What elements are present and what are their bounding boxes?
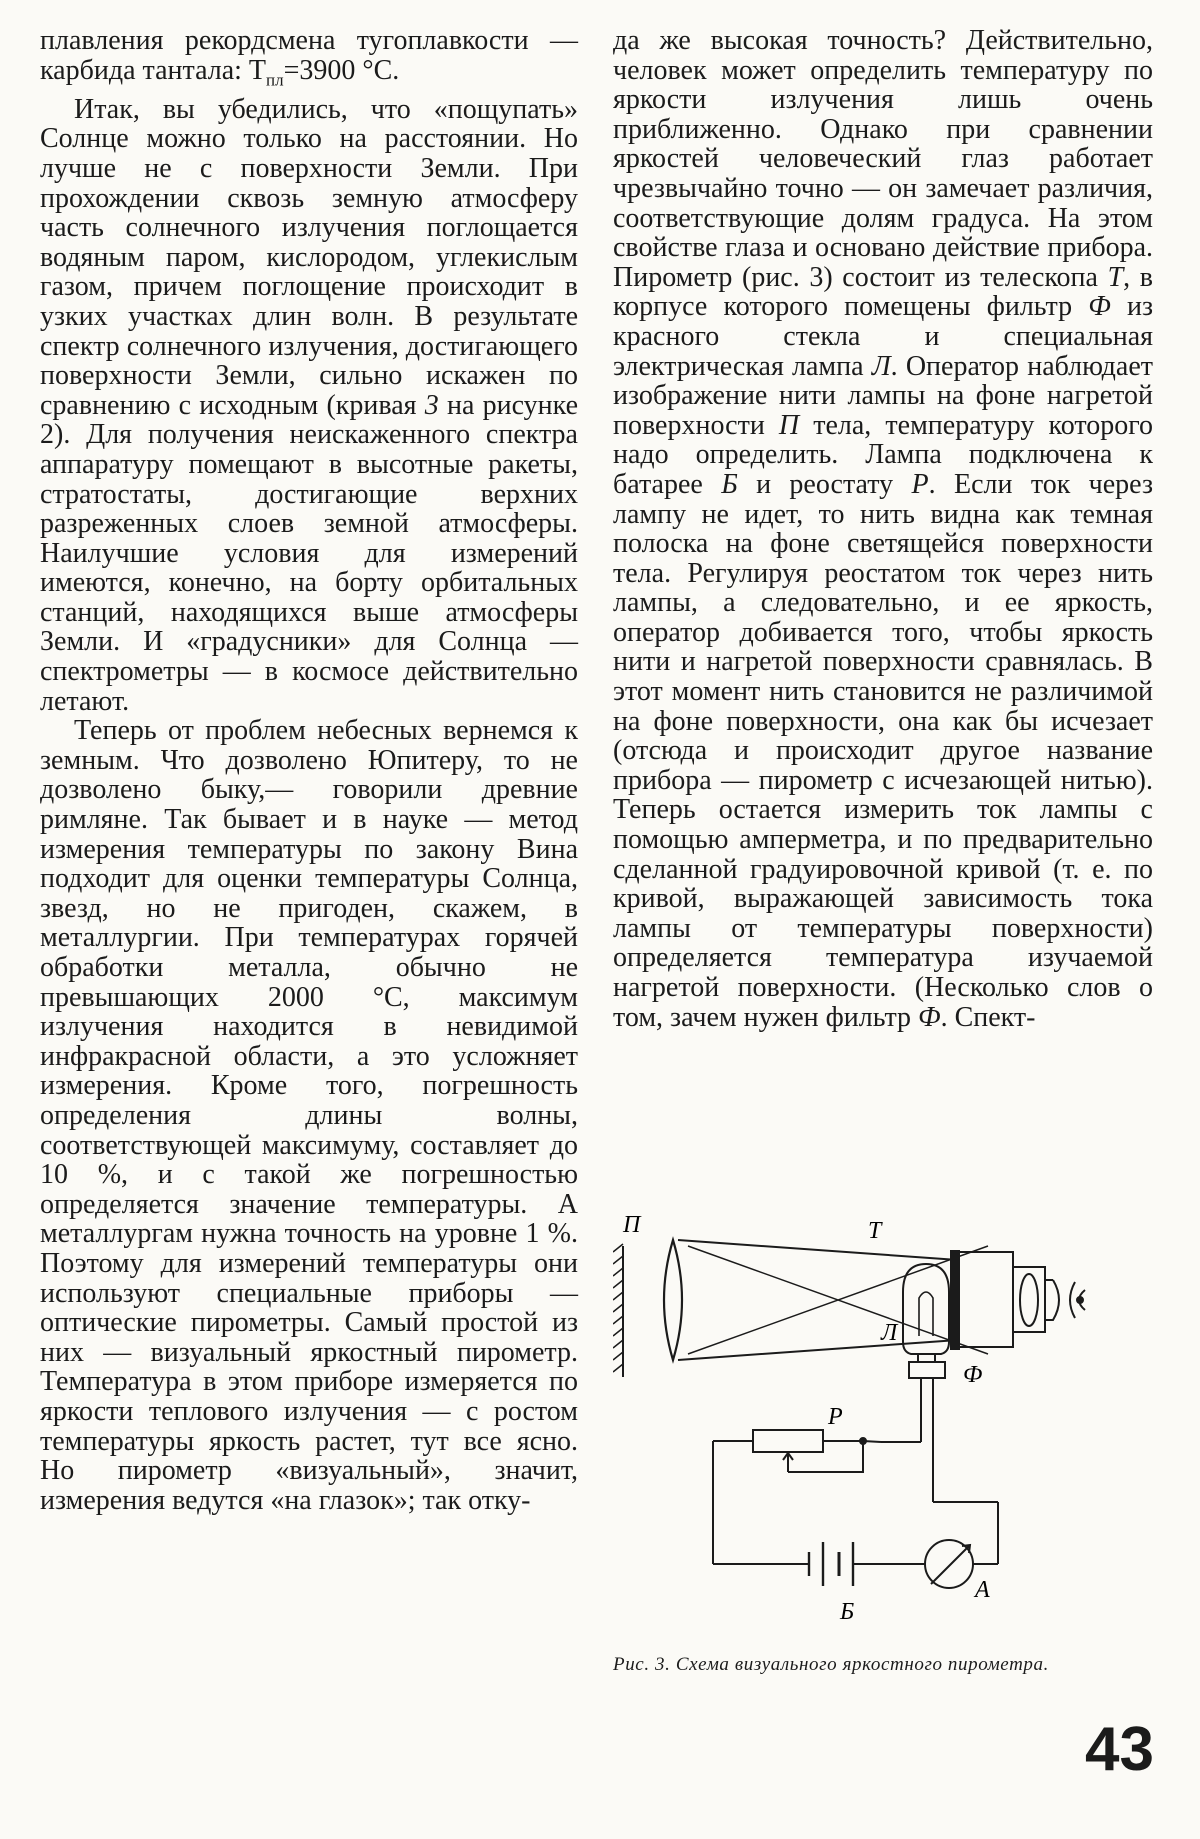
symbol-rheostat: Р xyxy=(911,468,929,500)
paragraph-4 xyxy=(613,26,1153,1032)
paragraph-2-text: Итак, вы убедились, что «пощупать» Солнце можно только на расстоянии. Но лучше не с поверхности Земли. При прохождении сквозь земную атмосферу часть солнечного излучения поглощается водяным паром, кислородом, углекислым газом, причем поглощение происходит в узких участках длин волн. В результате спектр солнечного излучения, достигающего поверхности Земли, сильно искажен по сравнению с исходным (кривая xyxy=(40,93,578,421)
eyepiece-lens xyxy=(1020,1274,1038,1326)
lamp-base xyxy=(909,1362,945,1378)
objective-lens xyxy=(664,1240,682,1360)
text-segment: . Спект- xyxy=(940,1001,1036,1033)
paragraph-3: Теперь от проблем небесных вернемся к земным. Что дозволено Юпитеру, то не дозволено быку,— говорили древние римляне. Так бывает и в науке — метод измерения температуры по закону Вина подходит для оценки температуры Солнца, звезд, но не пригоден, скажем, в металлургии. При температурах горячей обработки металла, обычно не превышающих 2000 °С, максимум излучения находится в невидимой инфракрасной области, а это усложняет измерения. Кроме того, погрешность определения длины волны, соответствующей максимуму, составляет до 10 %, и с такой же погрешностью определяется значение температуры. А металлургам нужна точность на уровне 1 %. Поэтому для измерений температуры они используют специальные приборы — оптические пирометры. Самый простой из них — визуальный яркостный пирометр. Температура в этом приборе измеряется по яркости теплового излучения — с ростом температуры яркость растет, тут все ясно. Но пирометр «визуальный», значит, измерения ведутся «на глазок»; так отку- xyxy=(40,715,578,1516)
symbol-surface: П xyxy=(778,409,800,441)
text-segment: . Оператор наблюдает изображение нити лампы на фоне нагретой поверхности xyxy=(613,350,1153,441)
label-ammeter: А xyxy=(975,1577,990,1603)
t-melting-subscript: пл xyxy=(266,70,284,90)
wire xyxy=(788,1441,863,1472)
paragraph-1-end: =3900 °С. xyxy=(283,54,400,86)
figure-caption: Рис. 3. Схема визуального яркостного пирометра. xyxy=(613,1654,1049,1675)
lamp-neck xyxy=(918,1354,935,1362)
text-segment: из красного стекла и специальная электрическая лампа xyxy=(613,291,1154,382)
rheostat-slider xyxy=(783,1453,793,1472)
label-surface: П xyxy=(623,1212,641,1238)
label-filter: Ф xyxy=(963,1362,983,1388)
label-battery: Б xyxy=(840,1599,855,1625)
page-number: 43 xyxy=(1085,1715,1154,1784)
surface-hatching xyxy=(613,1244,623,1372)
text-segment: и реостату xyxy=(737,468,912,500)
red-filter xyxy=(950,1250,960,1350)
wire xyxy=(863,1441,881,1442)
paragraph-1 xyxy=(40,26,578,95)
eyepiece-housing xyxy=(958,1252,1013,1347)
symbol-telescope: T xyxy=(1107,261,1124,293)
paragraph-2 xyxy=(40,95,578,716)
text-segment: тела, температуру которого надо определить. Лампа подключена к батарее xyxy=(613,409,1153,500)
right-column xyxy=(613,26,1153,1032)
symbol-lamp: Л xyxy=(871,350,891,382)
rheostat-resistor xyxy=(753,1430,823,1452)
paragraph-2-end: на рисунке 2). Для получения неискаженного спектра аппаратуру помещают в высотные ракеты, стратостаты, достигающие верхних разреженных слоев земной атмосферы. Наилучшие условия для измерений имеются, конечно, на борту орбитальных станций, находящихся выше атмосферы Земли. И «градусники» для Солнца — спектрометры — в космосе действительно летают. xyxy=(40,389,578,717)
light-rays xyxy=(688,1246,988,1354)
left-column xyxy=(40,26,578,1515)
pyrometer-diagram xyxy=(613,1212,1158,1652)
label-rheostat: Р xyxy=(828,1404,843,1430)
symbol-filter: Ф xyxy=(1088,291,1111,323)
symbol-filter: Ф xyxy=(918,1001,941,1033)
label-lamp: Л xyxy=(881,1320,898,1346)
label-telescope: Т xyxy=(868,1218,882,1244)
symbol-battery: Б xyxy=(721,468,738,500)
ammeter-needle xyxy=(931,1545,970,1584)
text-segment: да же высокая точность? Действительно, человек может определить температуру по яркости излучения лишь очень приближенно. Однако при сравнении яркостей человеческий глаз работает чрезвычайно точно — он замечает различия, соответствующие долям градуса. На этом свойстве глаза и основано действие прибора. Пирометр (рис. 3) состоит из телескопа xyxy=(613,25,1153,293)
eyepiece-end xyxy=(1045,1280,1059,1320)
ammeter-circle xyxy=(925,1540,973,1588)
text-segment: , в корпусе которого помещены фильтр xyxy=(613,261,1153,323)
paragraph-1-text: плавления рекордсмена тугоплавкости — карбида тантала: T xyxy=(40,25,578,86)
curve-number: 3 xyxy=(424,389,439,421)
pyrometer-schematic xyxy=(613,1212,1158,1652)
text-segment: . Если ток через лампу не идет, то нить видна как темная полоска на фоне светящейся поверхности тела. Регулируя реостатом ток через нить лампы, а следовательно, и ее яркость, оператор добивается того, чтобы яркость нити и нагретой поверхности сравнялась. В этот момент нить становится не различимой на фоне поверхности, она как бы исчезает (отсюда и происходит другое название прибора — пирометр с исчезающей нитью). Теперь остается измерить ток лампы с помощью амперметра, и по предварительно сделанной градуировочной кривой (т. е. по кривой, выражающей зависимость тока лампы от температуры поверхности) определяется температура изучаемой нагретой поверхности. (Несколько слов о том, зачем нужен фильтр xyxy=(613,468,1154,1033)
eye-pupil xyxy=(1077,1297,1083,1303)
eyepiece-tube xyxy=(1013,1267,1045,1332)
